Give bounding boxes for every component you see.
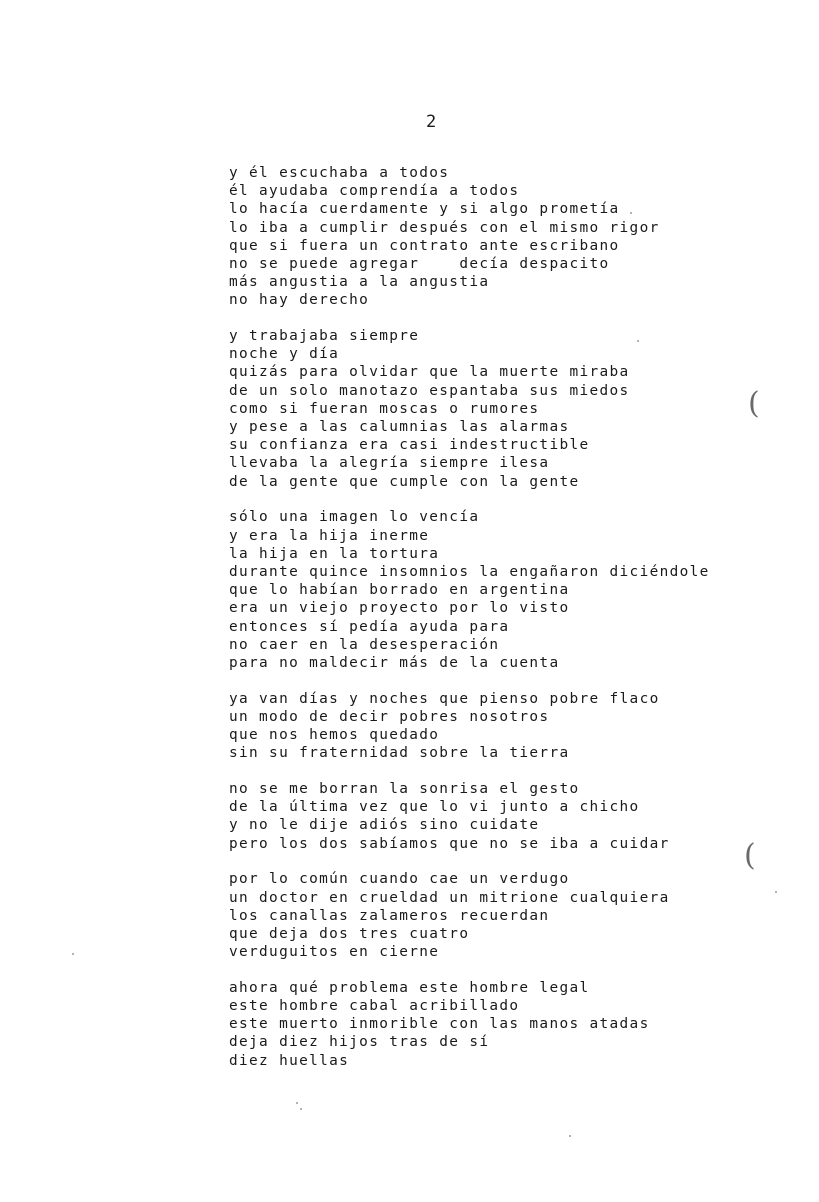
poem-line: este hombre cabal acribillado	[229, 998, 520, 1015]
poem-line: que deja dos tres cuatro	[229, 925, 470, 942]
poem-line: como si fueran moscas o rumores	[229, 400, 540, 417]
poem-line: este muerto inmorible con las manos atadas	[229, 1016, 650, 1033]
poem-line: no caer en la desesperación	[229, 636, 500, 653]
poem-line: verduguitos en cierne	[229, 944, 440, 961]
stanza	[229, 870, 789, 961]
stanza	[229, 690, 789, 763]
poem-line: sólo una imagen lo vencía	[229, 509, 480, 526]
scan-speck	[569, 1135, 571, 1137]
stanza	[229, 327, 789, 491]
poem-line: y era la hija inerme	[229, 527, 430, 544]
poem-line: de la gente que cumple con la gente	[229, 473, 580, 490]
margin-parenthesis-mark: (	[748, 386, 760, 421]
poem-line: no hay derecho	[229, 292, 370, 309]
poem-line: los canallas zalameros recuerdan	[229, 907, 550, 924]
scan-speck	[630, 212, 632, 214]
poem-line: que si fuera un contrato ante escribano	[229, 237, 620, 254]
stanza	[229, 979, 789, 1070]
poem-line: y él escuchaba a todos	[229, 165, 450, 181]
poem-line: entonces sí pedía ayuda para	[229, 618, 510, 635]
poem-line: para no maldecir más de la cuenta	[229, 654, 560, 671]
poem-line: diez huellas	[229, 1052, 350, 1069]
poem-line: por lo común cuando cae un verdugo	[229, 871, 570, 888]
poem-line: quizás para olvidar que la muerte miraba	[229, 364, 630, 381]
poem-line: no se puede agregar decía despacito	[229, 255, 610, 272]
poem-line: que nos hemos quedado	[229, 727, 440, 744]
scan-speck	[72, 953, 74, 955]
poem	[229, 164, 789, 1087]
poem-line: noche y día	[229, 346, 340, 363]
stanza	[229, 780, 789, 853]
poem-line: llevaba la alegría siempre ilesa	[229, 455, 550, 472]
poem-line: sin su fraternidad sobre la tierra	[229, 745, 570, 762]
poem-line: y trabajaba siempre	[229, 328, 420, 345]
poem-line: lo hacía cuerdamente y si algo prometía	[229, 201, 620, 218]
poem-line: pero los dos sabíamos que no se iba a cuidar	[229, 835, 670, 852]
poem-line: y pese a las calumnias las alarmas	[229, 419, 570, 436]
poem-line: y no le dije adiós sino cuidate	[229, 817, 540, 834]
scan-speck	[296, 1102, 298, 1104]
stanza	[229, 508, 789, 672]
poem-line: durante quince insomnios la engañaron diciéndole	[229, 563, 710, 580]
poem-line: él ayudaba comprendía a todos	[229, 183, 520, 200]
margin-parenthesis-mark: (	[744, 838, 756, 873]
poem-line: deja diez hijos tras de sí	[229, 1034, 490, 1051]
stanza	[229, 164, 789, 310]
page-number: 2	[426, 112, 438, 132]
scan-speck	[637, 340, 639, 342]
poem-line: que lo habían borrado en argentina	[229, 582, 570, 599]
poem-line: su confianza era casi indestructible	[229, 437, 590, 454]
poem-line: era un viejo proyecto por lo visto	[229, 600, 570, 617]
poem-line: lo iba a cumplir después con el mismo rigor	[229, 219, 660, 236]
poem-line: de la última vez que lo vi junto a chicho	[229, 799, 640, 816]
poem-line: más angustia a la angustia	[229, 274, 490, 291]
poem-line: ahora qué problema este hombre legal	[229, 979, 590, 996]
poem-line: de un solo manotazo espantaba sus miedos	[229, 382, 630, 399]
poem-line: la hija en la tortura	[229, 545, 440, 562]
poem-line: un modo de decir pobres nosotros	[229, 708, 550, 725]
scan-speck	[300, 1108, 302, 1110]
poem-line: ya van días y noches que pienso pobre flaco	[229, 690, 660, 707]
scan-speck	[775, 891, 777, 893]
poem-line: no se me borran la sonrisa el gesto	[229, 781, 580, 797]
poem-line: un doctor en crueldad un mitrione cualquiera	[229, 889, 670, 906]
